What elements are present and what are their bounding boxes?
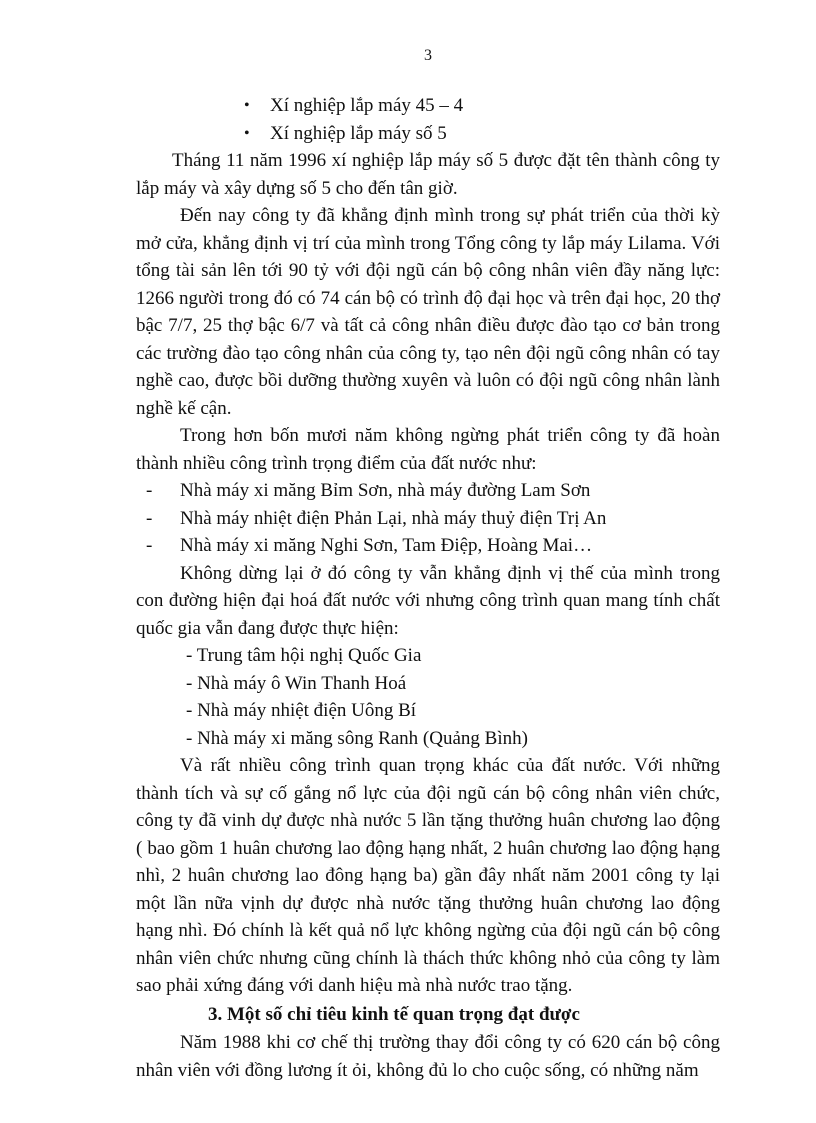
bullet-list xyxy=(136,92,720,147)
list-item: - Nhà máy xi măng sông Ranh (Quảng Bình) xyxy=(186,727,528,749)
list-item: - Nhà máy nhiệt điện Phản Lại, nhà máy thuỷ điện Trị An xyxy=(136,505,720,533)
paragraph-company-status: Đến nay công ty đã khẳng định mình trong sự phát triển của thời kỳ mở cửa, khẳng định vị trí của mình trong Tổng công ty lắp máy Lilama. Với tổng tài sản lên tới 90 tỷ với đội ngũ cán bộ công nhân viên đầy năng lực: 1266 người trong đó có 74 cán bộ có trình độ đại học và trên đại học, 20 thợ bậc 7/7, 25 thợ bậc 6/7 và tất cả công nhân điều được đào tạo cơ bản trong các trường đào tạo công nhân của công ty, tạo nên đội ngũ công nhân có tay nghề cao, được bồi dưỡng thường xuyên và luôn có đội ngũ công nhân lành nghề kế cận. xyxy=(136,205,720,419)
paragraph-1988: Năm 1988 khi cơ chế thị trường thay đổi công ty có 620 cán bộ công nhân viên với đồng lương ít ỏi, không đủ lo cho cuộc sống, có những năm xyxy=(136,1032,720,1081)
paragraph-renaming: Tháng 11 năm 1996 xí nghiệp lắp máy số 5 được đặt tên thành công ty lắp máy và xây dựng số 5 cho đến tân giờ. xyxy=(136,150,720,199)
list-item: - Nhà máy nhiệt điện Uông Bí xyxy=(186,700,417,721)
paragraph-awards: Và rất nhiều công trình quan trọng khác của đất nước. Với những thành tích và sự cố gắng nổ lực của đội ngũ cán bộ công nhân viên chức, công ty đã vinh dự được nhà nước 5 lần tặng thưởng huân chương lao động ( bao gồm 1 huân chương lao động hạng nhất, 2 huân chương lao động hạng nhì, 2 huân chương lao đông hạng ba) gần đây nhất năm 2001 công ty lại một lần nữa vịnh dự được nhà nước tặng thưởng huân chương lao động hạng nhì. Đó chính là kết quả nổ lực không ngừng của đội ngũ cán bộ công nhân viên chức nhưng cũng chính là thách thức không nhỏ của công ty làm sao phải xứng đáng với danh hiệu mà nhà nước trao tặng. xyxy=(136,755,720,996)
section-heading: 3. Một số chỉ tiêu kinh tế quan trọng đạt được xyxy=(208,1003,580,1025)
paragraph-national-projects-intro: Không dừng lại ở đó công ty vẫn khẳng định vị thế của mình trong con đường hiện đại hoá đất nước với nhưng công trình quan mang tính chất quốc gia vẫn đang được thực hiện: xyxy=(136,562,720,639)
key-works-list xyxy=(136,477,720,560)
bullet-item: • Xí nghiệp lắp máy 45 – 4 xyxy=(136,92,720,120)
list-item: - Nhà máy ô Win Thanh Hoá xyxy=(186,672,407,694)
national-projects-list xyxy=(136,642,720,752)
list-item: - Nhà máy xi măng Bỉm Sơn, nhà máy đường Lam Sơn xyxy=(136,477,720,505)
list-item: - Trung tâm hội nghị Quốc Gia xyxy=(186,645,422,666)
document-body xyxy=(136,92,720,1084)
list-item: - Nhà máy xi măng Nghi Sơn, Tam Điệp, Hoàng Mai… xyxy=(136,532,720,560)
page-number: 3 xyxy=(424,47,432,64)
paragraph-key-works-intro: Trong hơn bốn mươi năm không ngừng phát triển công ty đã hoàn thành nhiều công trình trọng điểm của đất nước như: xyxy=(136,425,720,474)
bullet-item: • Xí nghiệp lắp máy số 5 xyxy=(136,120,720,148)
